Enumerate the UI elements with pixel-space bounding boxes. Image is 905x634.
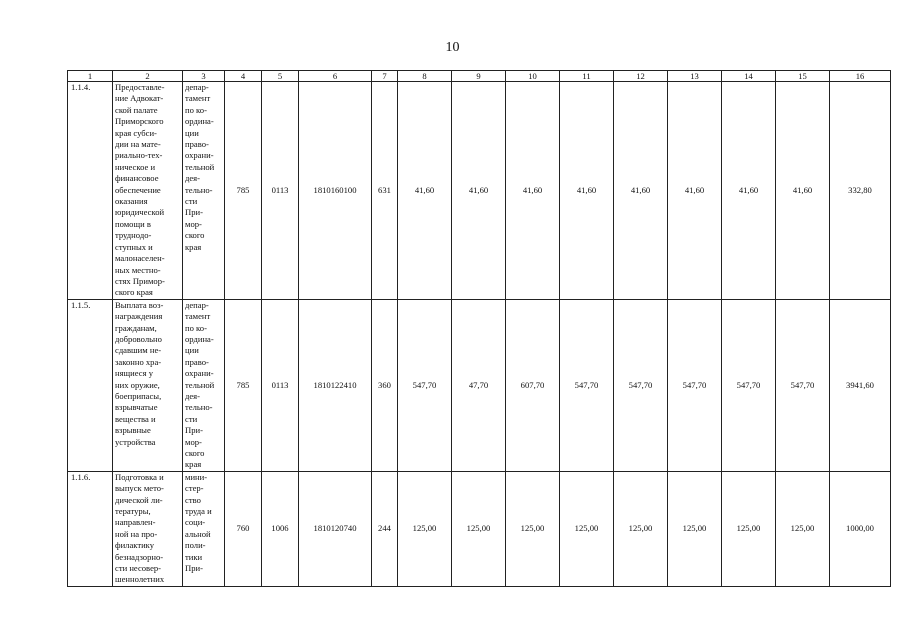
row-name: Подготовка и выпуск мето- дической ли- тературы, направлен- ной на про- филактику безнадзорно- сти несовер- шеннолетних <box>113 471 183 586</box>
row-code: 1.1.6. <box>68 471 113 586</box>
header-cell: 14 <box>722 71 776 82</box>
row-code: 1.1.5. <box>68 299 113 471</box>
cell-value: 1810122410 <box>299 299 372 471</box>
cell-value: 547,70 <box>398 299 452 471</box>
cell-value: 607,70 <box>506 299 560 471</box>
cell-value: 631 <box>372 82 398 300</box>
header-cell: 3 <box>183 71 225 82</box>
cell-value: 41,60 <box>398 82 452 300</box>
cell-total: 1000,00 <box>830 471 891 586</box>
header-cell: 12 <box>614 71 668 82</box>
row-executor: депар- тамент по ко- ордина- ции право- охрани- тельной дея- тельно- сти При- мор- ского края <box>183 82 225 300</box>
cell-value: 125,00 <box>560 471 614 586</box>
row-executor: мини- стер- ство труда и соци- альной поли- тики При- <box>183 471 225 586</box>
cell-value: 0113 <box>262 299 299 471</box>
cell-value: 41,60 <box>506 82 560 300</box>
cell-value: 547,70 <box>614 299 668 471</box>
row-name: Выплата воз- награждения гражданам, добровольно сдавшим не- законно хра- нящиеся у них оружие, боеприпасы, взрывчатые вещества и взрывные устройства <box>113 299 183 471</box>
header-cell: 8 <box>398 71 452 82</box>
cell-value: 125,00 <box>506 471 560 586</box>
header-cell: 2 <box>113 71 183 82</box>
header-cell: 7 <box>372 71 398 82</box>
header-cell: 16 <box>830 71 891 82</box>
cell-value: 41,60 <box>776 82 830 300</box>
cell-total: 332,80 <box>830 82 891 300</box>
cell-value: 547,70 <box>560 299 614 471</box>
table-row <box>68 82 891 300</box>
header-cell: 1 <box>68 71 113 82</box>
header-cell: 15 <box>776 71 830 82</box>
cell-value: 1810160100 <box>299 82 372 300</box>
row-executor: депар- тамент по ко- ордина- ции право- охрани- тельной дея- тельно- сти При- мор- ского края <box>183 299 225 471</box>
header-cell: 10 <box>506 71 560 82</box>
cell-value: 0113 <box>262 82 299 300</box>
cell-value: 547,70 <box>776 299 830 471</box>
budget-table <box>67 70 891 587</box>
table-row <box>68 471 891 586</box>
table-row <box>68 299 891 471</box>
cell-value: 125,00 <box>398 471 452 586</box>
cell-value: 125,00 <box>668 471 722 586</box>
cell-value: 360 <box>372 299 398 471</box>
cell-value: 47,70 <box>452 299 506 471</box>
header-cell: 4 <box>225 71 262 82</box>
cell-total: 3941,60 <box>830 299 891 471</box>
cell-value: 785 <box>225 82 262 300</box>
cell-value: 760 <box>225 471 262 586</box>
cell-value: 125,00 <box>722 471 776 586</box>
header-cell: 11 <box>560 71 614 82</box>
cell-value: 1810120740 <box>299 471 372 586</box>
header-cell: 5 <box>262 71 299 82</box>
header-cell: 9 <box>452 71 506 82</box>
cell-value: 41,60 <box>452 82 506 300</box>
cell-value: 125,00 <box>776 471 830 586</box>
cell-value: 125,00 <box>452 471 506 586</box>
row-code: 1.1.4. <box>68 82 113 300</box>
header-cell: 13 <box>668 71 722 82</box>
cell-value: 41,60 <box>560 82 614 300</box>
header-cell: 6 <box>299 71 372 82</box>
cell-value: 785 <box>225 299 262 471</box>
page-number: 10 <box>445 40 460 55</box>
cell-value: 125,00 <box>614 471 668 586</box>
row-name: Предоставле- ние Адвокат- ской палате Приморского края субси- дии на мате- риально-тех- ническое и финансовое обеспечение оказания юридической помощи в труднодо- ступных и малонаселен- ных местно- стях Примор- ского края <box>113 82 183 300</box>
cell-value: 41,60 <box>668 82 722 300</box>
cell-value: 41,60 <box>722 82 776 300</box>
cell-value: 547,70 <box>722 299 776 471</box>
cell-value: 41,60 <box>614 82 668 300</box>
cell-value: 244 <box>372 471 398 586</box>
header-row <box>68 71 891 82</box>
cell-value: 547,70 <box>668 299 722 471</box>
cell-value: 1006 <box>262 471 299 586</box>
